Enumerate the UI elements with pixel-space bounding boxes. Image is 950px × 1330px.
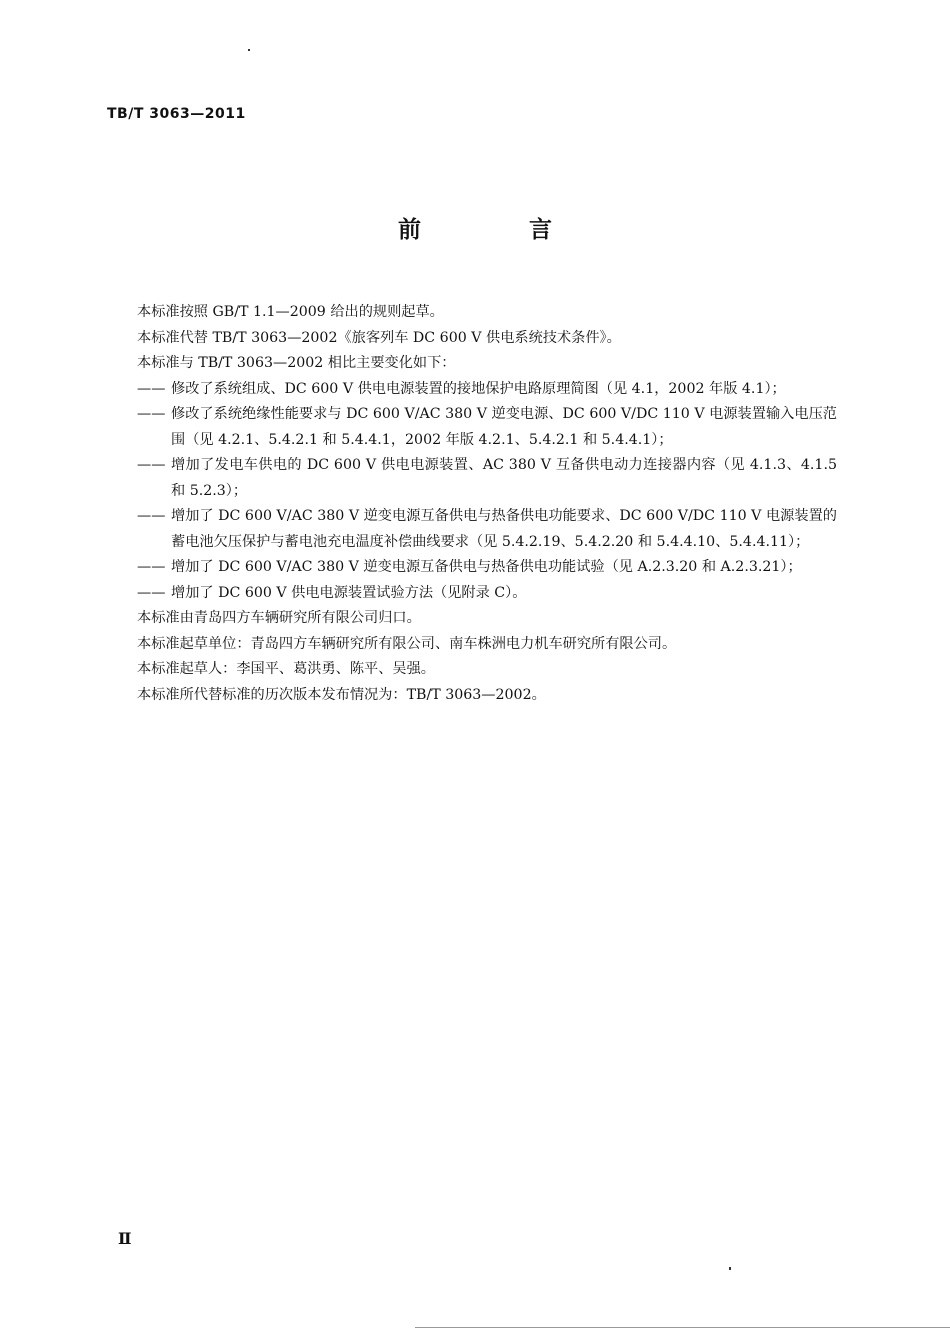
- paragraph: 本标准代替 TB/T 3063—2002《旅客列车 DC 600 V 供电系统技术条件》。: [137, 329, 621, 346]
- list-item-text: 修改了系统组成、DC 600 V 供电电源装置的接地保护电路原理简图（见 4.1，2002 年版 4.1）；: [171, 380, 786, 397]
- page-title: 前 言: [397, 217, 602, 243]
- list-item: [137, 555, 837, 581]
- list-item: [137, 504, 837, 555]
- page-edge-line: [415, 1327, 950, 1328]
- list-item-text: 增加了 DC 600 V/AC 380 V 逆变电源互备供电与热备供电功能要求、DC 600 V/DC 110 V 电源装置的蓄电池欠压保护与蓄电池充电温度补偿曲线要求（见 5.4.2.19、5.4.2.20 和 5.4.4.10、5.4.4.11）；: [171, 508, 837, 550]
- list-item-text: 增加了 DC 600 V 供电电源装置试验方法（见附录 C）。: [171, 584, 527, 601]
- dash-marker: ——: [137, 457, 166, 473]
- paragraph: 本标准所代替标准的历次版本发布情况为：TB/T 3063—2002。: [137, 686, 546, 703]
- list-item: [137, 453, 837, 504]
- dash-marker: ——: [137, 380, 166, 397]
- paragraph: 本标准按照 GB/T 1.1—2009 给出的规则起草。: [137, 304, 444, 320]
- standard-code-header: TB/T 3063—2011: [107, 106, 246, 122]
- list-item: [137, 402, 837, 453]
- scan-speck: [248, 49, 250, 51]
- paragraph: 本标准起草单位：青岛四方车辆研究所有限公司、南车株洲电力机车研究所有限公司。: [137, 635, 677, 652]
- foreword-body: [137, 300, 837, 708]
- dash-marker: ——: [137, 508, 166, 524]
- page-number: Ⅱ: [118, 1229, 132, 1248]
- list-item-text: 修改了系统绝缘性能要求与 DC 600 V/AC 380 V 逆变电源、DC 600 V/DC 110 V 电源装置输入电压范围（见 4.2.1、5.4.2.1 和 5.4.4.1，2002 年版 4.2.1、5.4.2.1 和 5.4.4.1）；: [171, 406, 837, 448]
- list-item: [137, 377, 837, 403]
- paragraph: 本标准与 TB/T 3063—2002 相比主要变化如下：: [137, 355, 456, 371]
- scan-speck: [729, 1267, 731, 1270]
- list-item: [137, 581, 837, 607]
- dash-marker: ——: [137, 584, 166, 601]
- paragraph: 本标准起草人：李国平、葛洪勇、陈平、吴强。: [137, 661, 435, 677]
- dash-marker: ——: [137, 559, 166, 575]
- list-item-text: 增加了 DC 600 V/AC 380 V 逆变电源互备供电与热备供电功能试验（见 A.2.3.20 和 A.2.3.21）；: [171, 559, 802, 575]
- dash-marker: ——: [137, 406, 166, 422]
- changes-list: [137, 377, 837, 607]
- list-item-text: 增加了发电车供电的 DC 600 V 供电电源装置、AC 380 V 互备供电动力连接器内容（见 4.1.3、4.1.5 和 5.2.3）；: [171, 457, 837, 499]
- paragraph: 本标准由青岛四方车辆研究所有限公司归口。: [137, 610, 421, 626]
